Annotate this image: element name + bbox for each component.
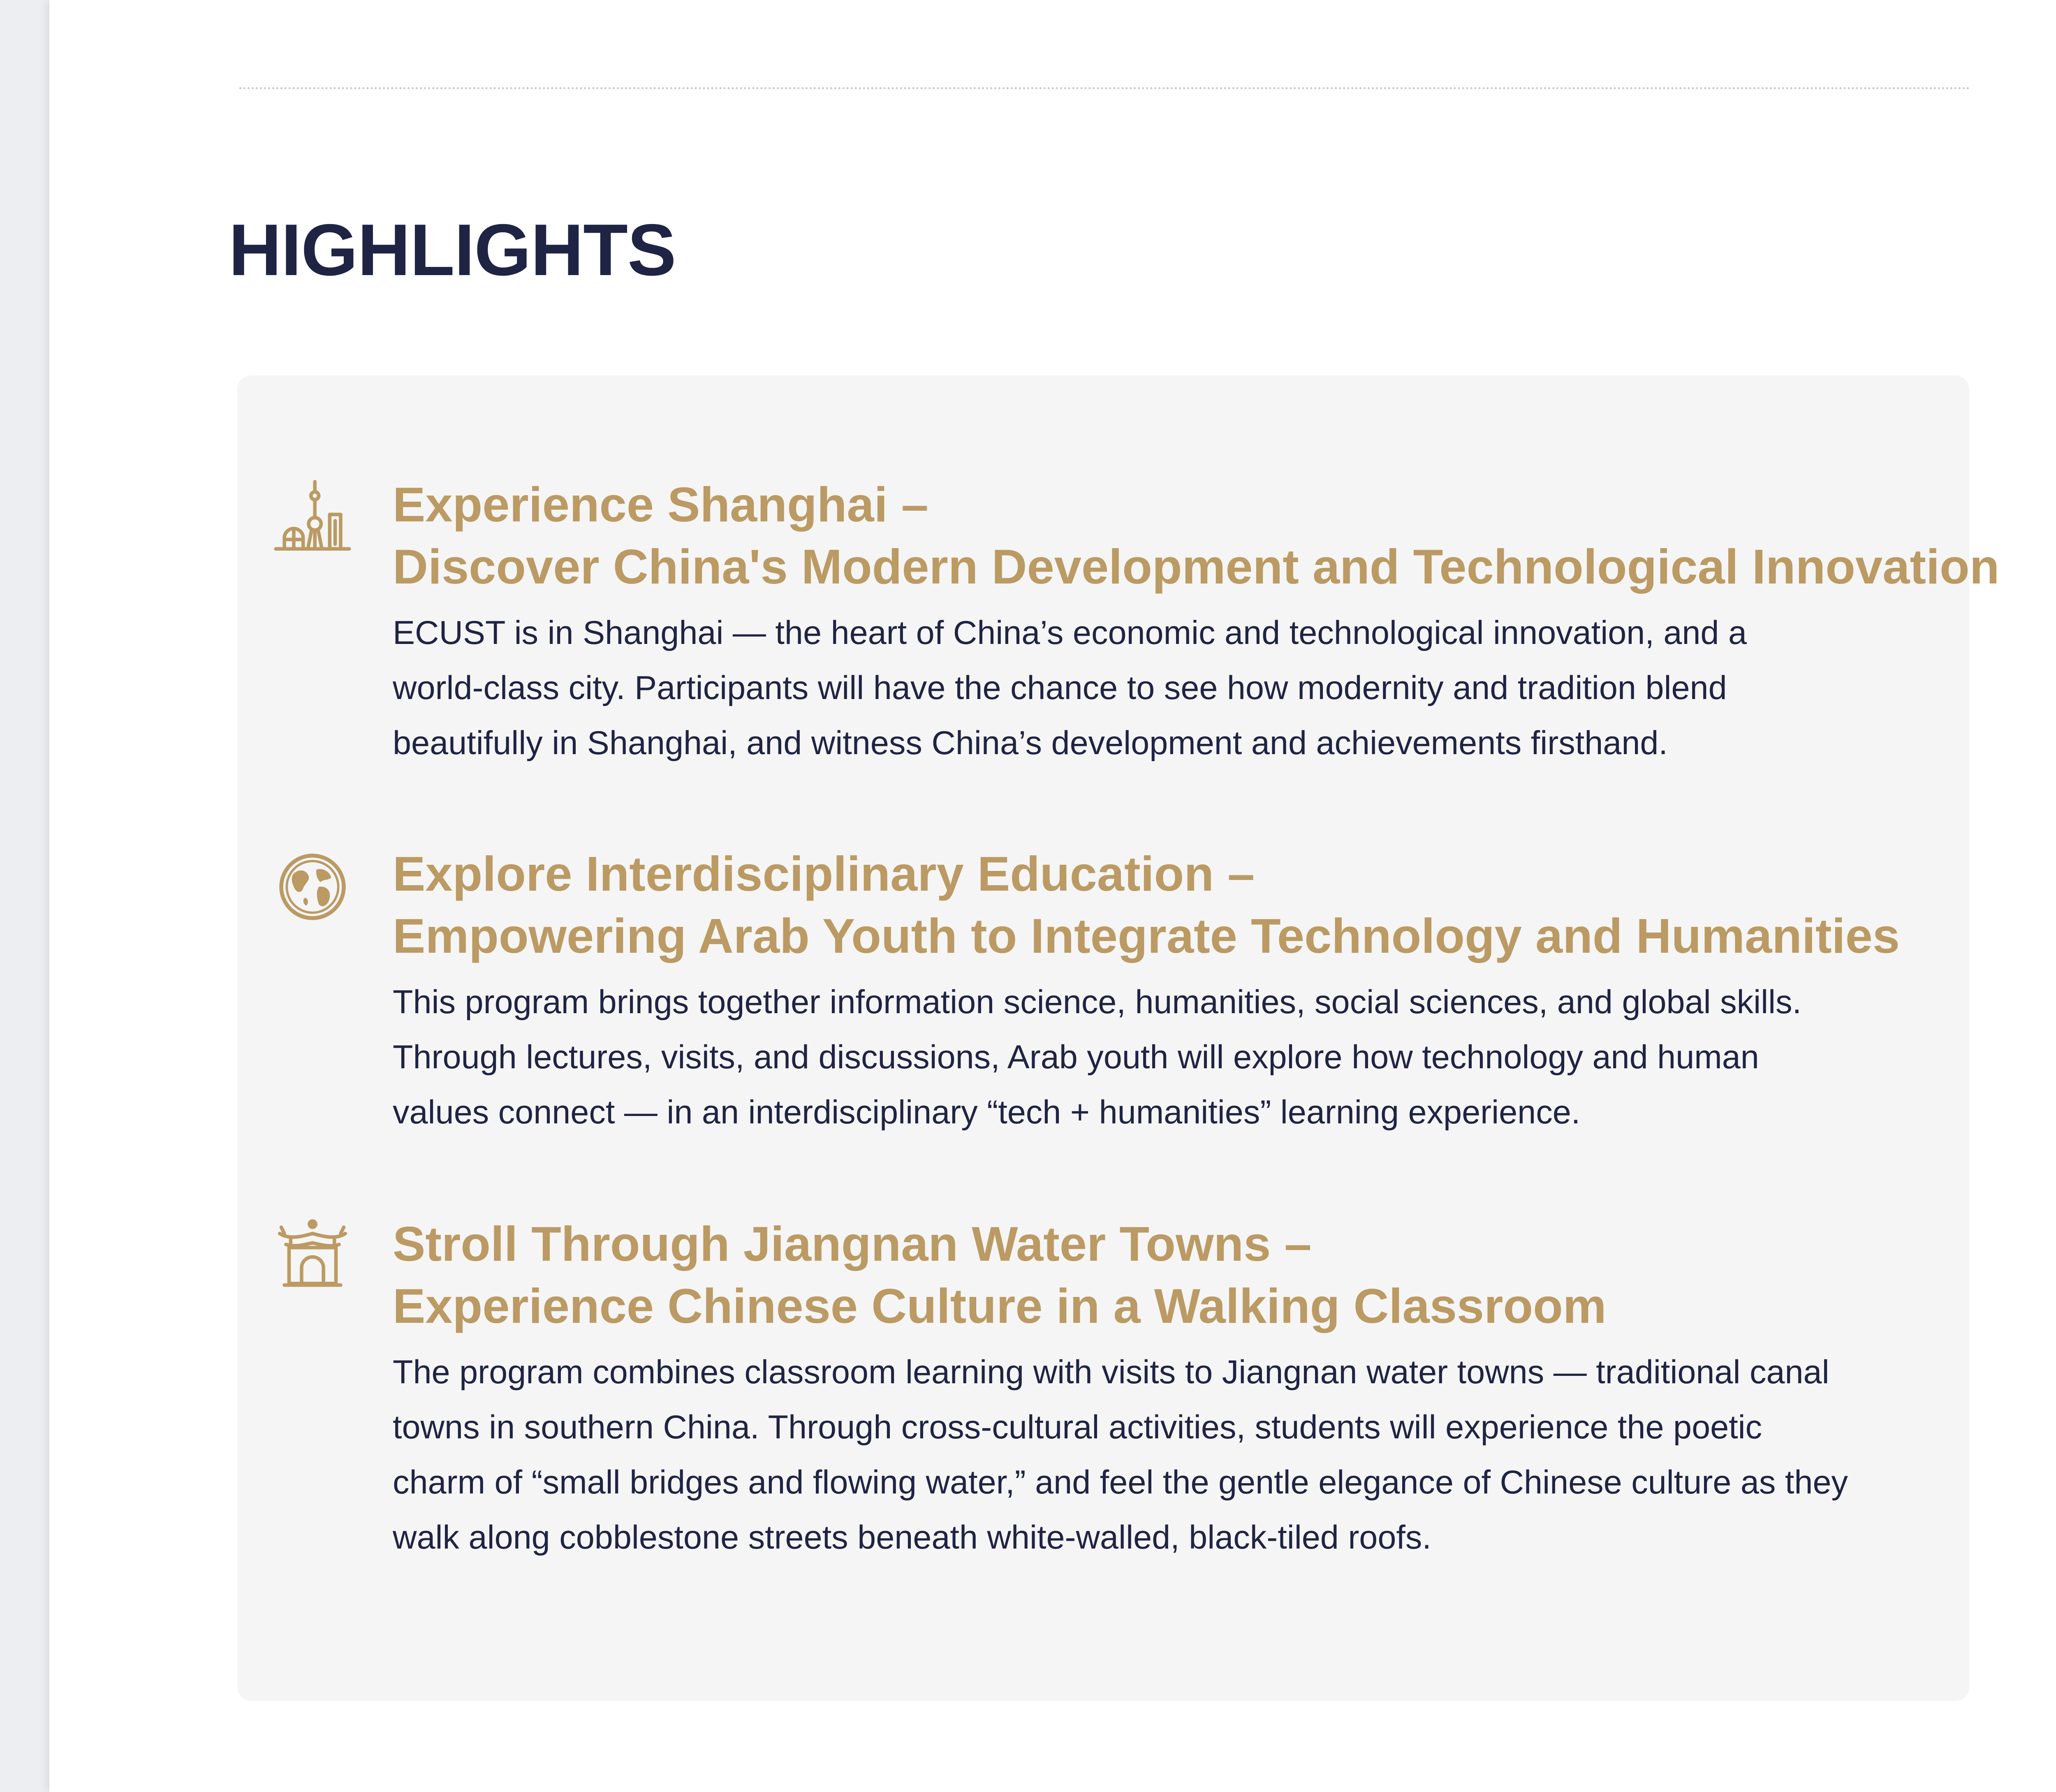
body-line: walk along cobblestone streets beneath white-walled, black-tiled roofs. — [393, 1519, 1431, 1556]
highlight-title — [393, 474, 2000, 598]
highlights-panel — [237, 375, 2000, 1701]
highlight-title — [393, 843, 1939, 967]
pavilion-icon — [273, 1216, 352, 1294]
section-title: HIGHLIGHTS — [229, 209, 676, 291]
highlight-subtitle-line: Discover China's Modern Development and Technological Innovation — [393, 539, 2000, 594]
document-page — [49, 0, 2056, 1792]
highlight-body — [393, 605, 1939, 771]
highlight-title-line: Explore Interdisciplinary Education – — [393, 847, 1255, 901]
body-line: towns in southern China. Through cross-cultural activities, students will experience the poetic — [393, 1409, 1762, 1446]
body-line: Through lectures, visits, and discussions, Arab youth will explore how technology and human — [393, 1039, 1759, 1076]
body-line: This program brings together information science, humanities, social sciences, and global skills. — [393, 984, 1802, 1021]
highlight-body — [393, 975, 1939, 1140]
highlight-subtitle-line: Empowering Arab Youth to Integrate Technology and Humanities — [393, 909, 1900, 963]
shanghai-skyline-icon — [273, 477, 352, 555]
body-line: The program combines classroom learning with visits to Jiangnan water towns — traditional canal — [393, 1354, 1829, 1391]
dotted-divider — [239, 87, 1970, 89]
body-line: beautifully in Shanghai, and witness China’s development and achievements firsthand. — [393, 725, 1668, 762]
globe-icon — [273, 846, 352, 924]
highlight-subtitle-line: Experience Chinese Culture in a Walking Classroom — [393, 1279, 1607, 1334]
highlight-body — [393, 1345, 1939, 1565]
body-line: values connect — in an interdisciplinary “tech + humanities” learning experience. — [393, 1094, 1581, 1131]
body-line: charm of “small bridges and flowing water,” and feel the gentle elegance of Chinese culture as they — [393, 1464, 1848, 1501]
highlight-title-line: Experience Shanghai – — [393, 477, 928, 532]
highlight-text — [393, 843, 1939, 1140]
body-line: world-class city. Participants will have the chance to see how modernity and tradition blend — [393, 669, 1727, 706]
body-line: ECUST is in Shanghai — the heart of China’s economic and technological innovation, and a — [393, 614, 1747, 651]
highlight-title — [393, 1213, 1939, 1337]
highlight-text — [393, 474, 2000, 771]
highlight-text — [393, 1213, 1939, 1565]
highlight-title-line: Stroll Through Jiangnan Water Towns – — [393, 1217, 1312, 1271]
